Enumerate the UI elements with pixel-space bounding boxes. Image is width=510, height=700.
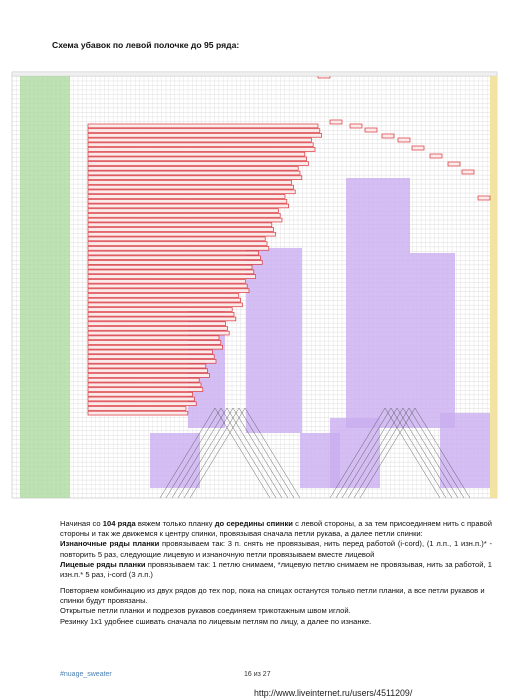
decrease-bar	[88, 378, 199, 382]
header-strip	[12, 72, 497, 76]
seam-paragraph: Открытые петли планки и подрезов рукавов соединяем трикотажным швом иглой.	[60, 606, 351, 616]
purl-rows-text: провязываем так: 3 п. снять не провязывая, нить перед работой (i-cord), (1 л.п., 1 изн.п.)* - повторить 5 раз, следующие лицевую и изнаночную петли провязываем вместе лицевой	[60, 539, 492, 559]
knitting-chart	[0, 58, 510, 518]
decrease-mark	[412, 146, 424, 150]
decrease-bar	[88, 181, 292, 185]
repeat-paragraph: Повторяем комбинацию из двух рядов до тех пор, пока на спицах останутся только петли планки, а все петли рукавов и спинки будут провязаны.	[60, 586, 485, 606]
decrease-bar	[88, 185, 293, 189]
intro-text-a: Начиная со	[60, 519, 103, 528]
decrease-bar	[88, 204, 289, 208]
intro-text-c: вяжем только планку	[135, 519, 215, 528]
decrease-bar	[88, 246, 269, 250]
decrease-bar	[88, 350, 212, 354]
decrease-bar	[88, 374, 209, 378]
purl-rows-paragraph	[60, 539, 492, 559]
decrease-bar	[88, 251, 259, 255]
instructions-block	[60, 519, 492, 580]
decrease-bar	[88, 369, 208, 373]
decrease-mark	[350, 124, 362, 128]
hashtag-link[interactable]: #nuage_sweater	[60, 671, 112, 678]
decrease-bar	[88, 383, 201, 387]
decrease-bar	[88, 345, 223, 349]
decrease-bar	[88, 265, 252, 269]
page-number: 16 из 27	[244, 671, 271, 678]
decrease-bar	[88, 388, 203, 392]
decrease-bar	[88, 228, 274, 232]
decrease-mark	[478, 196, 490, 200]
decrease-bar	[88, 279, 245, 283]
decrease-mark	[448, 162, 460, 166]
intro-paragraph	[60, 519, 492, 539]
decrease-bar	[88, 223, 272, 227]
green-band	[20, 72, 70, 498]
decrease-bar	[88, 195, 285, 199]
intro-row-number: 104 ряда	[102, 519, 136, 528]
purple-region	[150, 433, 200, 488]
rib-paragraph: Резинку 1х1 удобнее сшивать сначала по лицевым петлям по лицу, а далее по изнанке.	[60, 616, 372, 626]
decrease-bar	[88, 213, 280, 217]
decrease-bar	[88, 331, 229, 335]
decrease-bar	[88, 298, 241, 302]
decrease-bar	[88, 317, 236, 321]
decrease-bar	[88, 411, 188, 415]
decrease-bar	[88, 275, 256, 279]
decrease-mark	[462, 170, 474, 174]
knit-rows-paragraph	[60, 560, 492, 580]
decrease-bar	[88, 176, 302, 180]
decrease-bar	[88, 209, 278, 213]
decrease-bar	[88, 312, 234, 316]
purple-region	[346, 178, 410, 428]
decrease-bar	[88, 256, 260, 260]
purple-region	[440, 413, 490, 488]
finishing-block	[60, 586, 492, 627]
decrease-bar	[88, 129, 320, 133]
decrease-bar	[88, 294, 239, 298]
decrease-bar	[88, 138, 311, 142]
decrease-bar	[88, 143, 313, 147]
decrease-bar	[88, 162, 308, 166]
knit-rows-text: провязываем так: 1 петлю снимаем, *лицевую петлю снимаем не провязывая, нить за работой, 1 изн.п.* 5 раз, i-cord (3 л.п.)	[60, 559, 492, 580]
decrease-chart-svg	[0, 58, 510, 518]
knit-rows-label: Лицевые ряды планки	[60, 559, 146, 569]
decrease-bar	[88, 237, 265, 241]
decrease-bar	[88, 190, 295, 194]
decrease-mark	[365, 128, 377, 132]
decrease-bar	[88, 261, 262, 265]
purl-rows-label: Изнаночные ряды планки	[60, 539, 160, 549]
intro-back-middle: до середины спинки	[214, 519, 293, 528]
decrease-bar	[88, 359, 216, 363]
decrease-mark	[430, 154, 442, 158]
decrease-bar	[88, 157, 307, 161]
decrease-bar	[88, 402, 196, 406]
decrease-bar	[88, 218, 282, 222]
page-title: Схема убавок по левой полочке до 95 ряда:	[52, 40, 240, 50]
decrease-mark	[382, 134, 394, 138]
watermark-url: http://www.liveinternet.ru/users/4511209/	[254, 688, 413, 698]
decrease-bar	[88, 355, 214, 359]
decrease-bar	[88, 289, 249, 293]
decrease-bar	[88, 336, 219, 340]
decrease-bar	[88, 148, 315, 152]
decrease-bar	[88, 232, 275, 236]
decrease-bar	[88, 171, 300, 175]
yellow-band	[490, 72, 497, 498]
decrease-bar	[88, 326, 227, 330]
decrease-bar	[88, 303, 242, 307]
decrease-bar	[88, 152, 305, 156]
decrease-mark	[398, 138, 410, 142]
decrease-bar	[88, 341, 221, 345]
decrease-bar	[88, 242, 267, 246]
decrease-bar	[88, 322, 226, 326]
decrease-bar	[88, 392, 193, 396]
purple-region	[410, 253, 455, 428]
decrease-bar	[88, 124, 318, 128]
decrease-bar	[88, 364, 206, 368]
decrease-bar	[88, 308, 232, 312]
decrease-mark	[330, 120, 342, 124]
decrease-bar	[88, 284, 247, 288]
decrease-bar	[88, 166, 298, 170]
decrease-bar	[88, 133, 322, 137]
decrease-bar	[88, 397, 194, 401]
decrease-bar	[88, 407, 186, 411]
decrease-bar	[88, 199, 287, 203]
intro-text-e: с левой стороны, а за тем присоединяем нить с правой стороны и так же движемся к центру спинки, провязывая сначала петли рукава, а далее петли спинки:	[60, 519, 492, 539]
decrease-bar	[88, 270, 254, 274]
